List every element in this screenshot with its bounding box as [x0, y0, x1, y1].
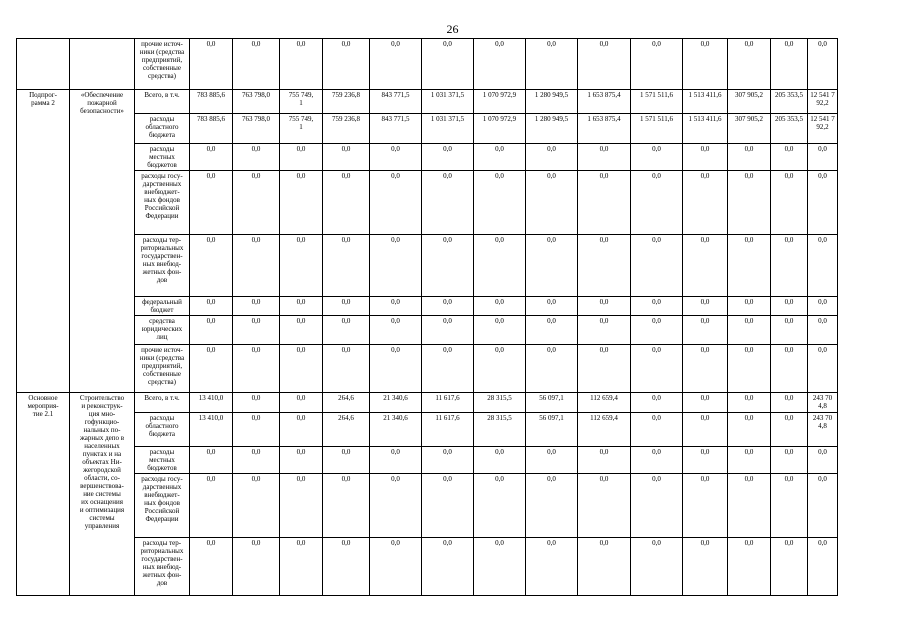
table-row — [17, 474, 838, 538]
value-cell: 0,0 — [474, 316, 526, 345]
table-row — [17, 316, 838, 345]
value-cell: 0,0 — [233, 171, 280, 235]
table-row — [17, 538, 838, 596]
value-cell: 0,0 — [631, 297, 683, 316]
program-cell — [17, 39, 70, 90]
funding-source-cell: федеральный бюджет — [135, 297, 190, 316]
value-cell: 1 653 875,4 — [578, 90, 631, 114]
value-cell: 0,0 — [808, 316, 838, 345]
value-cell: 243 70 4,8 — [808, 393, 838, 413]
value-cell: 0,0 — [728, 144, 771, 171]
funding-source-cell: Всего, в т.ч. — [135, 90, 190, 114]
value-cell: 0,0 — [771, 413, 808, 447]
value-cell: 763 798,0 — [233, 114, 280, 144]
table-row — [17, 345, 838, 393]
value-cell: 0,0 — [728, 538, 771, 596]
value-cell: 0,0 — [526, 144, 578, 171]
value-cell: 0,0 — [631, 39, 683, 90]
value-cell: 0,0 — [323, 144, 370, 171]
value-cell: 0,0 — [526, 474, 578, 538]
page-number: 26 — [446, 22, 459, 36]
value-cell: 0,0 — [578, 474, 631, 538]
value-cell: 28 315,5 — [474, 393, 526, 413]
value-cell: 0,0 — [683, 474, 728, 538]
value-cell: 0,0 — [808, 235, 838, 297]
value-cell: 0,0 — [280, 538, 323, 596]
value-cell: 0,0 — [683, 297, 728, 316]
value-cell: 11 617,6 — [422, 413, 474, 447]
value-cell: 0,0 — [474, 171, 526, 235]
value-cell: 1 513 411,6 — [683, 90, 728, 114]
value-cell: 759 236,8 — [323, 90, 370, 114]
value-cell: 0,0 — [280, 144, 323, 171]
value-cell: 0,0 — [280, 393, 323, 413]
value-cell: 56 097,1 — [526, 413, 578, 447]
value-cell: 0,0 — [233, 413, 280, 447]
funding-source-cell: расходы областного бюджета — [135, 114, 190, 144]
value-cell: 0,0 — [771, 297, 808, 316]
funding-source-cell: расходы госу- дарственных внебюджет- ных фондов Российской Федерации — [135, 171, 190, 235]
value-cell: 1 571 511,6 — [631, 114, 683, 144]
value-cell: 0,0 — [578, 538, 631, 596]
value-cell: 0,0 — [578, 39, 631, 90]
value-cell: 0,0 — [190, 316, 233, 345]
value-cell: 0,0 — [422, 316, 474, 345]
value-cell: 0,0 — [526, 316, 578, 345]
measure-name-cell — [70, 39, 135, 90]
value-cell: 28 315,5 — [474, 413, 526, 447]
value-cell: 0,0 — [683, 39, 728, 90]
value-cell: 0,0 — [683, 144, 728, 171]
value-cell: 0,0 — [474, 447, 526, 474]
value-cell: 0,0 — [474, 538, 526, 596]
value-cell: 21 340,6 — [370, 413, 422, 447]
value-cell: 1 070 972,9 — [474, 90, 526, 114]
table-row — [17, 297, 838, 316]
value-cell: 0,0 — [728, 171, 771, 235]
value-cell: 0,0 — [323, 447, 370, 474]
value-cell: 0,0 — [233, 393, 280, 413]
value-cell: 0,0 — [526, 235, 578, 297]
measure-name-cell: «Обеспечение пожарной безопасности» — [70, 90, 135, 393]
value-cell: 0,0 — [422, 171, 474, 235]
value-cell: 0,0 — [631, 413, 683, 447]
value-cell: 0,0 — [370, 538, 422, 596]
value-cell: 12 541 7 92,2 — [808, 114, 838, 144]
value-cell: 307 905,2 — [728, 90, 771, 114]
value-cell: 0,0 — [631, 447, 683, 474]
value-cell: 843 771,5 — [370, 90, 422, 114]
value-cell: 0,0 — [526, 447, 578, 474]
value-cell: 0,0 — [370, 316, 422, 345]
value-cell: 0,0 — [280, 413, 323, 447]
value-cell: 0,0 — [771, 39, 808, 90]
value-cell: 0,0 — [233, 447, 280, 474]
value-cell: 0,0 — [233, 345, 280, 393]
value-cell: 0,0 — [728, 413, 771, 447]
value-cell: 0,0 — [631, 474, 683, 538]
value-cell: 0,0 — [771, 316, 808, 345]
value-cell: 0,0 — [771, 171, 808, 235]
value-cell: 0,0 — [323, 538, 370, 596]
value-cell: 0,0 — [631, 345, 683, 393]
value-cell: 783 885,6 — [190, 114, 233, 144]
value-cell: 0,0 — [190, 447, 233, 474]
value-cell: 0,0 — [190, 345, 233, 393]
value-cell: 0,0 — [683, 235, 728, 297]
value-cell: 0,0 — [771, 447, 808, 474]
value-cell: 0,0 — [280, 345, 323, 393]
value-cell: 0,0 — [631, 171, 683, 235]
value-cell: 0,0 — [190, 297, 233, 316]
value-cell: 0,0 — [233, 235, 280, 297]
value-cell: 264,6 — [323, 393, 370, 413]
value-cell: 0,0 — [808, 144, 838, 171]
value-cell: 0,0 — [280, 171, 323, 235]
value-cell: 0,0 — [233, 39, 280, 90]
value-cell: 0,0 — [683, 393, 728, 413]
value-cell: 0,0 — [808, 297, 838, 316]
value-cell: 0,0 — [728, 393, 771, 413]
value-cell: 307 905,2 — [728, 114, 771, 144]
value-cell: 0,0 — [526, 345, 578, 393]
program-cell: Основное мероприя- тие 2.1 — [17, 393, 70, 596]
value-cell: 0,0 — [683, 171, 728, 235]
table-row — [17, 114, 838, 144]
value-cell: 0,0 — [190, 39, 233, 90]
value-cell: 243 70 4,8 — [808, 413, 838, 447]
table-row — [17, 39, 838, 90]
value-cell: 1 070 972,9 — [474, 114, 526, 144]
value-cell: 0,0 — [280, 316, 323, 345]
value-cell: 56 097,1 — [526, 393, 578, 413]
value-cell: 0,0 — [280, 235, 323, 297]
table-row — [17, 447, 838, 474]
funding-source-cell: средства юридических лиц — [135, 316, 190, 345]
value-cell: 0,0 — [422, 447, 474, 474]
value-cell: 0,0 — [771, 393, 808, 413]
value-cell: 205 353,5 — [771, 114, 808, 144]
value-cell: 0,0 — [578, 171, 631, 235]
value-cell: 21 340,6 — [370, 393, 422, 413]
value-cell: 11 617,6 — [422, 393, 474, 413]
table-row — [17, 144, 838, 171]
value-cell: 0,0 — [526, 39, 578, 90]
value-cell: 0,0 — [280, 39, 323, 90]
value-cell: 0,0 — [323, 474, 370, 538]
value-cell: 0,0 — [323, 235, 370, 297]
value-cell: 0,0 — [422, 39, 474, 90]
table-row — [17, 413, 838, 447]
value-cell: 205 353,5 — [771, 90, 808, 114]
value-cell: 0,0 — [578, 235, 631, 297]
value-cell: 0,0 — [808, 474, 838, 538]
value-cell: 0,0 — [771, 235, 808, 297]
value-cell: 755 749, 1 — [280, 114, 323, 144]
value-cell: 0,0 — [683, 413, 728, 447]
value-cell: 0,0 — [190, 474, 233, 538]
value-cell: 0,0 — [280, 447, 323, 474]
value-cell: 0,0 — [323, 345, 370, 393]
value-cell: 0,0 — [683, 316, 728, 345]
value-cell: 0,0 — [370, 447, 422, 474]
value-cell: 0,0 — [683, 447, 728, 474]
value-cell: 0,0 — [323, 316, 370, 345]
value-cell: 0,0 — [370, 171, 422, 235]
value-cell: 0,0 — [190, 235, 233, 297]
value-cell: 0,0 — [578, 297, 631, 316]
table-row — [17, 171, 838, 235]
value-cell: 0,0 — [728, 447, 771, 474]
value-cell: 0,0 — [771, 538, 808, 596]
table-row — [17, 235, 838, 297]
value-cell: 1 653 875,4 — [578, 114, 631, 144]
measure-name-cell: Строительство и реконструк- ция мно- гофункцио- нальных по- жарных депо в населенных пунктах и на объектах Ни- жегородской области, со- вершенствова- ние системы их оснащения и оптимизация системы управления — [70, 393, 135, 596]
value-cell: 112 659,4 — [578, 393, 631, 413]
value-cell: 0,0 — [771, 144, 808, 171]
budget-table — [16, 38, 838, 596]
value-cell: 0,0 — [683, 538, 728, 596]
table-row — [17, 90, 838, 114]
program-cell: Подпрог- рамма 2 — [17, 90, 70, 393]
value-cell: 0,0 — [808, 345, 838, 393]
value-cell: 0,0 — [233, 297, 280, 316]
value-cell: 0,0 — [190, 144, 233, 171]
value-cell: 0,0 — [728, 297, 771, 316]
value-cell: 0,0 — [370, 297, 422, 316]
value-cell: 0,0 — [233, 144, 280, 171]
value-cell: 0,0 — [474, 474, 526, 538]
value-cell: 1 280 949,5 — [526, 114, 578, 144]
value-cell: 0,0 — [728, 39, 771, 90]
value-cell: 755 749, 1 — [280, 90, 323, 114]
funding-source-cell: Всего, в т.ч. — [135, 393, 190, 413]
value-cell: 1 513 411,6 — [683, 114, 728, 144]
value-cell: 1 280 949,5 — [526, 90, 578, 114]
value-cell: 0,0 — [631, 538, 683, 596]
value-cell: 0,0 — [683, 345, 728, 393]
value-cell: 0,0 — [474, 39, 526, 90]
value-cell: 0,0 — [578, 447, 631, 474]
value-cell: 0,0 — [422, 297, 474, 316]
funding-source-cell: расходы госу- дарственных внебюджет- ных фондов Российской Федерации — [135, 474, 190, 538]
value-cell: 0,0 — [422, 538, 474, 596]
value-cell: 0,0 — [631, 393, 683, 413]
value-cell: 0,0 — [323, 171, 370, 235]
value-cell: 0,0 — [808, 171, 838, 235]
funding-source-cell: прочие источ- ники (средства предприятий, собственные средства) — [135, 345, 190, 393]
value-cell: 0,0 — [728, 345, 771, 393]
value-cell: 0,0 — [474, 297, 526, 316]
value-cell: 0,0 — [370, 474, 422, 538]
value-cell: 0,0 — [728, 474, 771, 538]
value-cell: 0,0 — [422, 144, 474, 171]
value-cell: 0,0 — [190, 538, 233, 596]
funding-source-cell: расходы тер- риториальных государствен- ных внебюд- жетных фон- дов — [135, 538, 190, 596]
value-cell: 843 771,5 — [370, 114, 422, 144]
value-cell: 763 798,0 — [233, 90, 280, 114]
value-cell: 0,0 — [280, 474, 323, 538]
table-row — [17, 393, 838, 413]
value-cell: 0,0 — [422, 474, 474, 538]
value-cell: 12 541 7 92,2 — [808, 90, 838, 114]
value-cell: 0,0 — [233, 538, 280, 596]
funding-source-cell: расходы областного бюджета — [135, 413, 190, 447]
value-cell: 0,0 — [323, 39, 370, 90]
value-cell: 1 031 371,5 — [422, 114, 474, 144]
value-cell: 0,0 — [370, 144, 422, 171]
value-cell: 13 410,0 — [190, 393, 233, 413]
value-cell: 0,0 — [771, 474, 808, 538]
value-cell: 0,0 — [474, 144, 526, 171]
value-cell: 0,0 — [771, 345, 808, 393]
value-cell: 13 410,0 — [190, 413, 233, 447]
value-cell: 1 031 371,5 — [422, 90, 474, 114]
value-cell: 0,0 — [526, 171, 578, 235]
value-cell: 0,0 — [323, 297, 370, 316]
value-cell: 0,0 — [808, 39, 838, 90]
value-cell: 0,0 — [370, 235, 422, 297]
value-cell: 0,0 — [526, 297, 578, 316]
value-cell: 0,0 — [728, 235, 771, 297]
value-cell: 0,0 — [233, 474, 280, 538]
value-cell: 0,0 — [280, 297, 323, 316]
value-cell: 759 236,8 — [323, 114, 370, 144]
value-cell: 0,0 — [631, 144, 683, 171]
funding-source-cell: расходы тер- риториальных государствен- ных внебюд- жетных фон- дов — [135, 235, 190, 297]
value-cell: 0,0 — [728, 316, 771, 345]
value-cell: 0,0 — [422, 345, 474, 393]
value-cell: 264,6 — [323, 413, 370, 447]
value-cell: 0,0 — [474, 345, 526, 393]
value-cell: 783 885,6 — [190, 90, 233, 114]
value-cell: 0,0 — [190, 171, 233, 235]
value-cell: 0,0 — [370, 345, 422, 393]
funding-source-cell: расходы местных бюджетов — [135, 447, 190, 474]
funding-source-cell: прочие источ- ники (средства предприятий, собственные средства) — [135, 39, 190, 90]
value-cell: 0,0 — [808, 447, 838, 474]
value-cell: 0,0 — [422, 235, 474, 297]
value-cell: 0,0 — [474, 235, 526, 297]
value-cell: 0,0 — [578, 316, 631, 345]
value-cell: 0,0 — [526, 538, 578, 596]
value-cell: 0,0 — [233, 316, 280, 345]
value-cell: 0,0 — [631, 235, 683, 297]
value-cell: 1 571 511,6 — [631, 90, 683, 114]
value-cell: 0,0 — [578, 144, 631, 171]
value-cell: 0,0 — [578, 345, 631, 393]
value-cell: 0,0 — [370, 39, 422, 90]
funding-source-cell: расходы местных бюджетов — [135, 144, 190, 171]
value-cell: 0,0 — [631, 316, 683, 345]
value-cell: 112 659,4 — [578, 413, 631, 447]
value-cell: 0,0 — [808, 538, 838, 596]
